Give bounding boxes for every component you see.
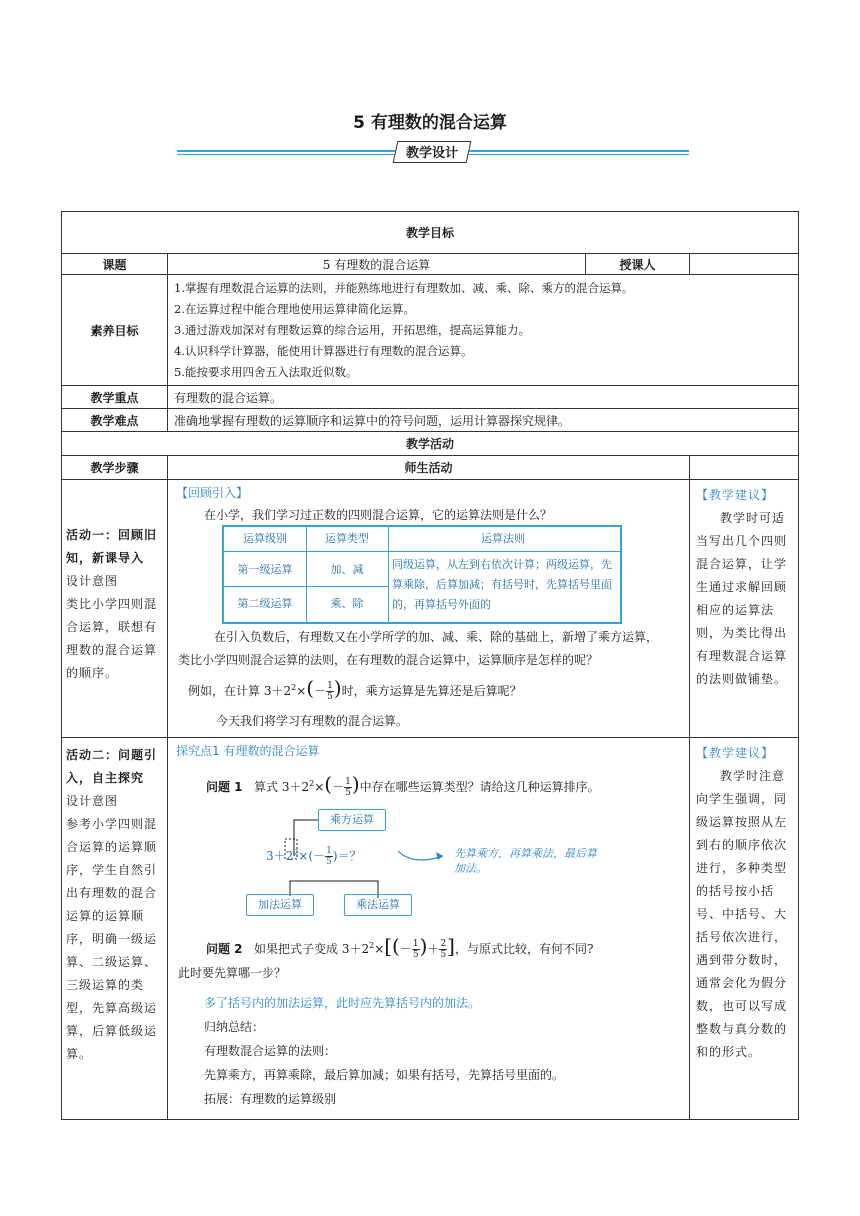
key-points-value: 有理数的混合运算。: [168, 386, 799, 409]
activity1-content: [168, 480, 690, 738]
activity2-content: [168, 738, 690, 1120]
section-banner: [177, 141, 689, 161]
table-cell: 第一级运算: [237, 563, 293, 576]
activity2-suggestion: [690, 738, 799, 1120]
operation-rule-table: [222, 525, 622, 624]
activity1-left: [62, 480, 168, 738]
table-cell: 乘、除: [330, 597, 364, 610]
topic-label: 课题: [62, 254, 168, 275]
goals-list: [168, 275, 799, 386]
multiplication-operation-box: 乘法运算: [344, 894, 412, 916]
table-header-type: 运算类型: [325, 532, 369, 545]
page-title: 5 有理数的混合运算: [353, 113, 507, 133]
question-2-answer: 多了括号内的加法运算，此时应先算括号内的加法。: [204, 996, 481, 1010]
example-paragraph: 例如，在计算 $3+2^2\times(-$ $\frac{1}{5}$ )时，乘方运算是先算还是后算呢？: [188, 676, 522, 702]
rule-title: 有理数混合运算的法则：: [204, 1044, 337, 1058]
goal-item: 5.能按要求用四舍五入法取近似数。: [174, 364, 358, 379]
goal-item: 3.通过游戏加深对有理数运算的综合运用，开拓思维，提高运算能力。: [174, 322, 530, 337]
difficulty-label: 教学难点: [62, 409, 168, 432]
question-2-continued: 此时要先算哪一步？: [178, 966, 287, 980]
suggestion-text: 教学时可适当写出几个四则混合运算，让学生通过求解回顾相应的运算法则，为类比得出有理数混合运算的法则做铺垫。: [696, 511, 788, 686]
teacher-label: 授课人: [586, 254, 690, 275]
table-cell: 加、减: [330, 563, 364, 576]
suggestion-heading: 【教学建议】: [696, 488, 775, 502]
question-1: 问题 1 算式 $3+2^2\times(-$ $\frac{1}{5}$ )中存在哪些运算类型？请给这几种运算排序。: [206, 772, 600, 798]
today-paragraph: 今天我们将学习有理数的混合运算。: [216, 714, 409, 728]
activity-header: 教学活动: [62, 432, 799, 456]
activity1-intent-text: 类比小学四则混合运算，联想有理数的混合运算的顺序。: [66, 597, 158, 680]
activity1-title: 活动一：回顾旧知，新课导入: [66, 528, 158, 565]
extension-text: 拓展：有理数的运算级别: [204, 1092, 337, 1106]
activity2-title: 活动二：问题引入，自主探究: [66, 748, 158, 785]
diagram-note: 先算乘方，再算乘法，最后算加法。: [454, 847, 597, 875]
activity2-left: [62, 738, 168, 1120]
power-operation-box: 乘方运算: [318, 809, 386, 831]
lesson-plan-table: [61, 211, 799, 1120]
table-cell: 第二级运算: [237, 597, 293, 610]
review-question: 在小学，我们学习过正数的四则混合运算，它的运算法则是什么？: [204, 508, 553, 522]
addition-operation-box: 加法运算: [246, 894, 314, 916]
question-2: 问题 2 如果把式子变成 $3+2^2\times[(-$ $\frac{1}{5}$ )＋ $\frac{2}{5}$ ]，与原式比较，有何不同?: [206, 934, 594, 960]
rule-text: 先算乘方，再算乘除，最后算加减；如果有括号，先算括号里面的。: [204, 1068, 565, 1082]
activity2-intent-text: 参考小学四则混合运算的运算顺序，学生自然引出有理数的混合运算的运算顺序，明确一级运算、二级运算、三级运算的类型，先算高级运算，后算低级运算。: [66, 817, 158, 1061]
topic-value: 5 有理数的混合运算: [168, 254, 586, 275]
goal-item: 2.在运算过程中能合理地使用运算律简化运算。: [174, 301, 415, 316]
review-heading: 【回顾引入】: [176, 486, 249, 500]
activity1-intent: 设计意图: [66, 574, 119, 588]
table-header-level: 运算级别: [243, 532, 287, 545]
suggestion-heading: 【教学建议】: [696, 746, 775, 760]
teacher-student-label: 师生活动: [168, 456, 690, 480]
steps-label: 教学步骤: [62, 456, 168, 480]
explore-heading: 探究点1 有理数的混合运算: [176, 744, 320, 758]
activity2-intent: 设计意图: [66, 794, 119, 808]
difficulty-value: 准确地掌握有理数的运算顺序和运算中的符号问题，运用计算器探究规律。: [168, 409, 799, 432]
diagram-expression: $3+2^2\times(-$ $\frac{1}{5}$ )＝？: [266, 846, 362, 867]
table-header-rule: 运算法则: [481, 532, 525, 545]
activity1-suggestion: [690, 480, 799, 738]
summary-label: 归纳总结：: [204, 1020, 265, 1034]
teaching-goals-header: 教学目标: [62, 212, 799, 254]
suggestion-text: 教学时注意向学生强调，同级运算按照从左到右的顺序依次进行，多种类型的括号按小括号、中括号、大括号依次进行，遇到带分数时，通常会化为假分数，也可以写成整数与真分数的和的形式。: [696, 769, 788, 1059]
banner-label: 教学设计: [405, 146, 458, 161]
goal-item: 4.认识科学计算器，能使用计算器进行有理数的混合运算。: [174, 343, 473, 358]
key-points-label: 教学重点: [62, 386, 168, 409]
teacher-value: [690, 254, 799, 275]
table-rule-text: 同级运算，从左到右依次计算；两级运算，先算乘除，后算加减；有括号时，先算括号里面的，再算括号外面的: [392, 558, 612, 611]
goal-item: 1.掌握有理数混合运算的法则，并能熟练地进行有理数加、减、乘、除、乘方的混合运算。: [174, 280, 634, 295]
goals-label: 素养目标: [62, 275, 168, 386]
intro-paragraph: 在引入负数后，有理数又在小学所学的加、减、乘、除的基础上，新增了乘方运算，类比小学四则混合运算的法则，在有理数的混合运算中，运算顺序是怎样的呢？: [178, 630, 659, 667]
